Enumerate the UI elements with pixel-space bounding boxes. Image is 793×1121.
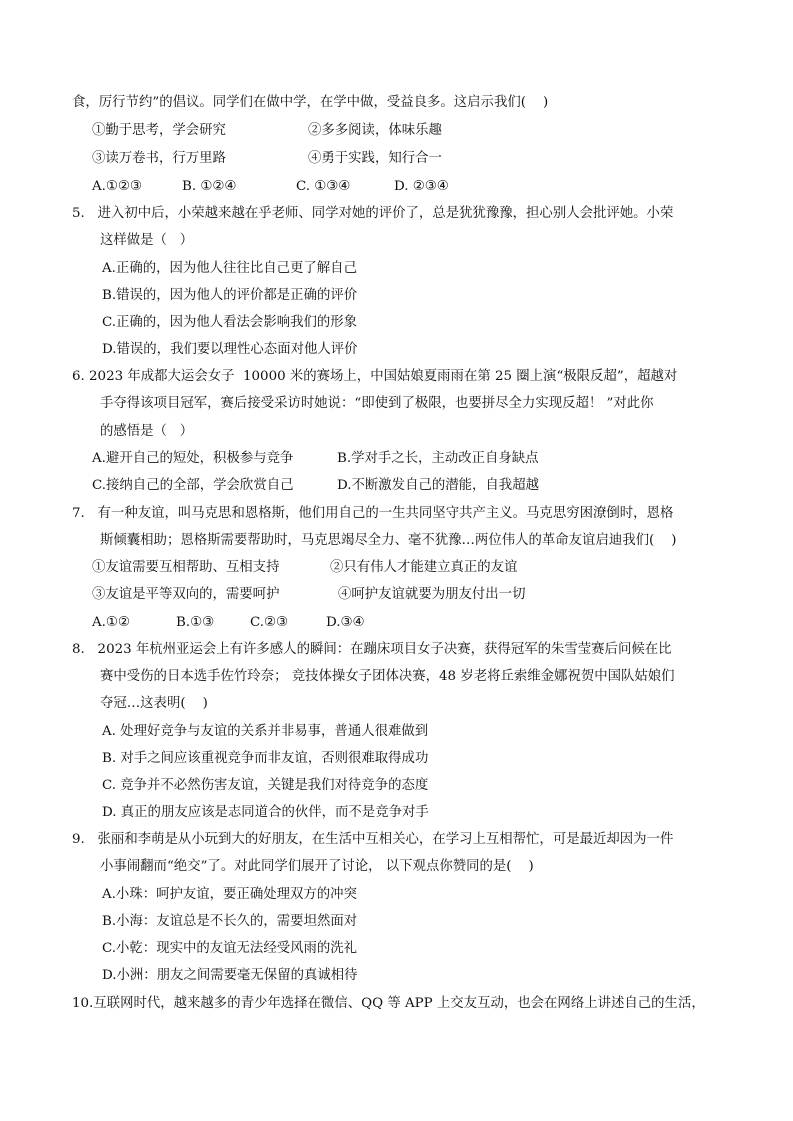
q4-statement-2: ②多多阅读，体味乐趣: [308, 123, 442, 138]
q8-option-c: C. 竞争并不必然伤害友谊，关键是我们对待竞争的态度: [102, 778, 429, 793]
q8-option-d: D. 真正的朋友应该是志同道合的伙伴，而不是竞争对手: [102, 805, 429, 820]
q7-statement-1: ①友谊需要互相帮助、互相支持: [92, 560, 280, 575]
q7-statement-3: ③友谊是平等双向的，需要呵护: [92, 587, 280, 602]
q5-option-b: B.错误的，因为他人的评价都是正确的评价: [102, 288, 358, 303]
q7-option-b: B.①③: [176, 615, 215, 630]
q10-stem-line1: 10.互联网时代，越来越多的青少年选择在微信、QQ 等 APP 上交友互动，也会在网络上讲述自己的生活，: [72, 996, 705, 1011]
q8-stem-line3: 夺冠…这表明( ): [100, 696, 208, 711]
q4-statement-4: ④勇于实践，知行合一: [308, 151, 442, 166]
q6-option-d: D.不断激发自己的潜能，自我超越: [337, 478, 539, 493]
q7-option-a: A.①②: [92, 615, 130, 630]
q9-option-b: B.小海：友谊总是不长久的，需要坦然面对: [102, 914, 358, 929]
q5-option-d: D.错误的，我们要以理性心态面对他人评价: [102, 342, 358, 357]
q7-stem-line1: 7. 有一种友谊，叫马克思和恩格斯，他们用自己的一生共同坚守共产主义。马克思穷困潦倒时，恩格: [72, 506, 674, 521]
q9-stem-line1: 9. 张丽和李萌是从小玩到大的好朋友，在生活中互相关心，在学习上互相帮忙，可是最近却因为一件: [72, 832, 674, 847]
q4-option-d: D. ②③④: [394, 179, 449, 194]
q4-statement-1: ①勤于思考，学会研究: [92, 123, 226, 138]
q7-option-c: C.②③: [250, 615, 289, 630]
q6-option-b: B.学对手之长，主动改正自身缺点: [337, 451, 539, 466]
q8-option-b: B. 对手之间应该重视竞争而非友谊，否则很难取得成功: [102, 751, 429, 766]
q5-option-a: A.正确的，因为他人往往比自己更了解自己: [102, 261, 357, 276]
q4-option-c: C. ①③④: [296, 179, 351, 194]
q8-stem-line1: 8. 2023 年杭州亚运会上有许多感人的瞬间：在蹦床项目女子决赛，获得冠军的朱雪莹赛后问候在比: [72, 642, 672, 657]
q8-option-a: A. 处理好竞争与友谊的关系并非易事，普通人很难做到: [102, 724, 429, 739]
q7-option-d: D.③④: [326, 615, 365, 630]
q9-option-a: A.小珠：呵护友谊，要正确处理双方的冲突: [102, 887, 357, 902]
q5-stem-line1: 5. 进入初中后，小荣越来越在乎老师、同学对她的评价了，总是犹犹豫豫，担心别人会批评她。小荣: [72, 206, 674, 221]
q4-stem-line1: 食，厉行节约”的倡议。同学们在做中学，在学中做，受益良多。这启示我们( ): [72, 95, 549, 110]
q4-statement-3: ③读万卷书，行万里路: [92, 151, 226, 166]
q5-option-c: C.正确的，因为他人看法会影响我们的形象: [102, 315, 358, 330]
q6-option-a: A.避开自己的短处，积极参与竞争: [92, 451, 294, 466]
q5-stem-line2: 这样做是（ ）: [100, 233, 194, 248]
q6-stem-line3: 的感悟是（ ）: [100, 424, 194, 439]
q7-stem-line2: 斯倾囊相助；恩格斯需要帮助时，马克思竭尽全力、毫不犹豫…两位伟人的革命友谊启迪我们( ): [100, 533, 677, 548]
q7-statement-4: ④呵护友谊就要为朋友付出一切: [338, 587, 526, 602]
q9-option-c: C.小乾：现实中的友谊无法经受风雨的洗礼: [102, 941, 358, 956]
q4-option-a: A.①②③: [92, 179, 142, 194]
q6-option-c: C.接纳自己的全部，学会欣赏自己: [92, 478, 294, 493]
q7-statement-2: ②只有伟人才能建立真正的友谊: [330, 560, 518, 575]
q6-stem-line2: 手夺得该项目冠军，赛后接受采访时她说：“即使到了极限，也要拼尽全力实现反超！ ”对此你: [100, 396, 654, 411]
q8-stem-line2: 赛中受伤的日本选手佐竹玲奈； 竞技体操女子团体决赛，48 岁老将丘索维金娜祝贺中国队姑娘们: [100, 669, 675, 684]
q9-option-d: D.小洲：朋友之间需要毫无保留的真诚相待: [102, 968, 358, 983]
q9-stem-line2: 小事闹翻而“绝交”了。对此同学们展开了讨论， 以下观点你赞同的是( ): [100, 859, 534, 874]
q4-option-b: B. ①②④: [182, 179, 237, 194]
q6-stem-line1: 6. 2023 年成都大运会女子 10000 米的赛场上，中国姑娘夏雨雨在第 25 圈上演“极限反超”，超越对: [72, 369, 678, 384]
